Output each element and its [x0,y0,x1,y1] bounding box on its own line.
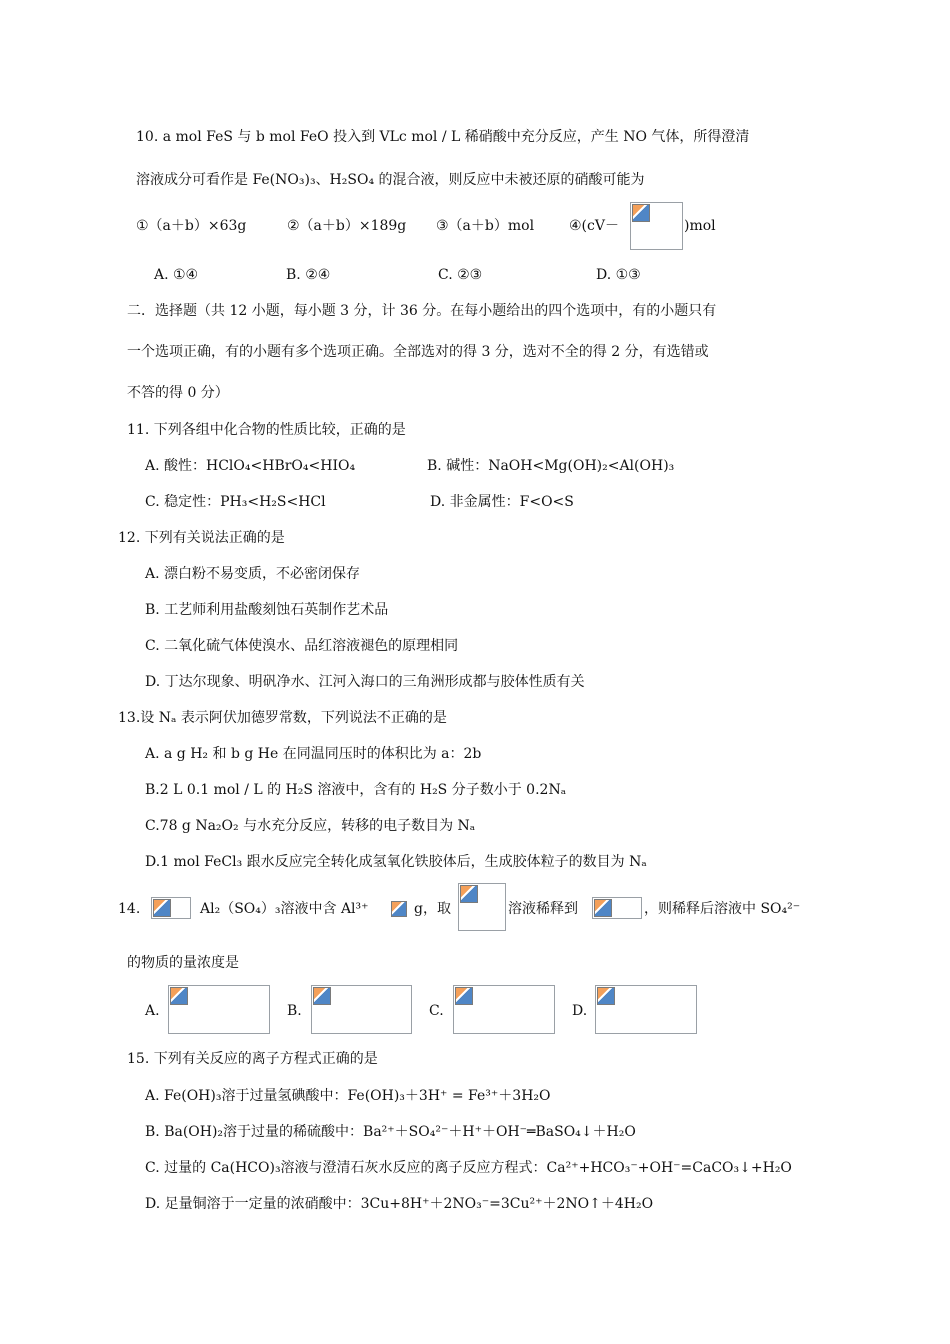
section2-line3: 不答的得 0 分） [127,385,229,401]
q15-option-d: D. 足量铜溶于一定量的浓硝酸中：3Cu+8H⁺＋2NO₃⁻=3Cu²⁺＋2NO↑＋4H₂O [145,1196,654,1212]
q14-text-part-1: Al₂（SO₄）₃溶液中含 Al³⁺ [200,901,369,917]
q10-choice-d: D. ①③ [596,267,641,283]
q11-option-a: A. 酸性：HClO₄<HBrO₄<HIO₄ [145,458,356,474]
q14-text-part-2: g，取 [414,901,451,917]
formula-image [595,985,697,1034]
q10-option-2: ②（a＋b）×189g [287,218,407,234]
q14-text-part-3: 溶液稀释到 [508,901,578,917]
image-placeholder-icon [632,204,650,222]
q11-option-d: D. 非金属性：F<O<S [430,494,574,510]
q11-option-b: B. 碱性：NaOH<Mg(OH)₂<Al(OH)₃ [427,458,675,474]
q12-option-c: C. 二氧化硫气体使溴水、品红溶液褪色的原理相同 [145,638,459,654]
image-placeholder-icon [594,899,612,917]
q11-stem: 11. 下列各组中化合物的性质比较，正确的是 [127,422,406,438]
q15-option-b: B. Ba(OH)₂溶于过量的稀硫酸中：Ba²⁺＋SO₄²⁻＋H⁺＋OH⁻═BaSO₄↓＋H₂O [145,1124,636,1140]
image-placeholder-icon [153,899,171,917]
q14-line2: 的物质的量浓度是 [127,955,239,971]
q10-option-4-prefix: ④(cV－ [569,218,619,234]
q13-option-c: C.78 g Na₂O₂ 与水充分反应，转移的电子数目为 Nₐ [145,818,476,834]
q14-choice-b-label: B. [287,1003,302,1019]
q13-stem: 13.设 Nₐ 表示阿伏加德罗常数，下列说法不正确的是 [118,710,447,726]
image-placeholder-icon [313,987,331,1005]
formula-image [168,985,270,1034]
q10-option-4-suffix: )mol [684,218,716,234]
q15-stem: 15. 下列有关反应的离子方程式正确的是 [127,1051,378,1067]
formula-image [151,897,191,919]
q13-option-a: A. a g H₂ 和 b g He 在同温同压时的体积比为 a：2b [145,746,482,762]
q10-choice-a: A. ①④ [154,267,199,283]
q12-stem: 12. 下列有关说法正确的是 [118,530,285,546]
image-placeholder-icon [460,885,478,903]
q15-option-c: C. 过量的 Ca(HCO)₃溶液与澄清石灰水反应的离子反应方程式：Ca²⁺+HCO₃⁻+OH⁻=CaCO₃↓+H₂O [145,1160,792,1176]
q13-option-d: D.1 mol FeCl₃ 跟水反应完全转化成氢氧化铁胶体后，生成胶体粒子的数目为 Nₐ [145,854,647,870]
q14-text-part-4: ，则稀释后溶液中 SO₄²⁻ [644,901,801,917]
formula-image [453,985,555,1034]
q12-option-d: D. 丁达尔现象、明矾净水、江河入海口的三角洲形成都与胶体性质有关 [145,674,585,690]
image-placeholder-icon [170,987,188,1005]
q10-line1: 10. a mol FeS 与 b mol FeO 投入到 VLc mol / L 稀硝酸中充分反应，产生 NO 气体，所得澄清 [136,129,750,145]
formula-image [592,897,642,919]
q14-number: 14. [118,901,141,917]
section2-line2: 一个选项正确，有的小题有多个选项正确。全部选对的得 3 分，选对不全的得 2 分，有选错或 [127,344,709,360]
image-placeholder-icon [391,901,407,917]
image-placeholder-icon [597,987,615,1005]
q13-option-b: B.2 L 0.1 mol / L 的 H₂S 溶液中，含有的 H₂S 分子数小于 0.2Nₐ [145,782,567,798]
q14-choice-d-label: D. [572,1003,588,1019]
section2-line1: 二．选择题（共 12 小题，每小题 3 分，计 36 分。在每小题给出的四个选项中，有的小题只有 [127,303,717,319]
q12-option-b: B. 工艺师利用盐酸刻蚀石英制作艺术品 [145,602,389,618]
q14-choice-a-label: A. [145,1003,160,1019]
formula-image [458,883,506,931]
q14-choice-c-label: C. [429,1003,444,1019]
q10-option-3: ③（a＋b）mol [436,218,535,234]
q10-option-1: ①（a＋b）×63g [136,218,247,234]
q10-choice-c: C. ②③ [438,267,483,283]
q10-line2: 溶液成分可看作是 Fe(NO₃)₃、H₂SO₄ 的混合液，则反应中未被还原的硝酸可能为 [136,172,645,188]
q11-option-c: C. 稳定性：PH₃<H₂S<HCl [145,494,326,510]
q10-choice-b: B. ②④ [286,267,331,283]
formula-image [311,985,412,1034]
q15-option-a: A. Fe(OH)₃溶于过量氢碘酸中：Fe(OH)₃＋3H⁺ = Fe³⁺＋3H₂O [145,1088,551,1104]
formula-image [630,202,683,250]
image-placeholder-icon [455,987,473,1005]
q12-option-a: A. 漂白粉不易变质，不必密闭保存 [145,566,361,582]
